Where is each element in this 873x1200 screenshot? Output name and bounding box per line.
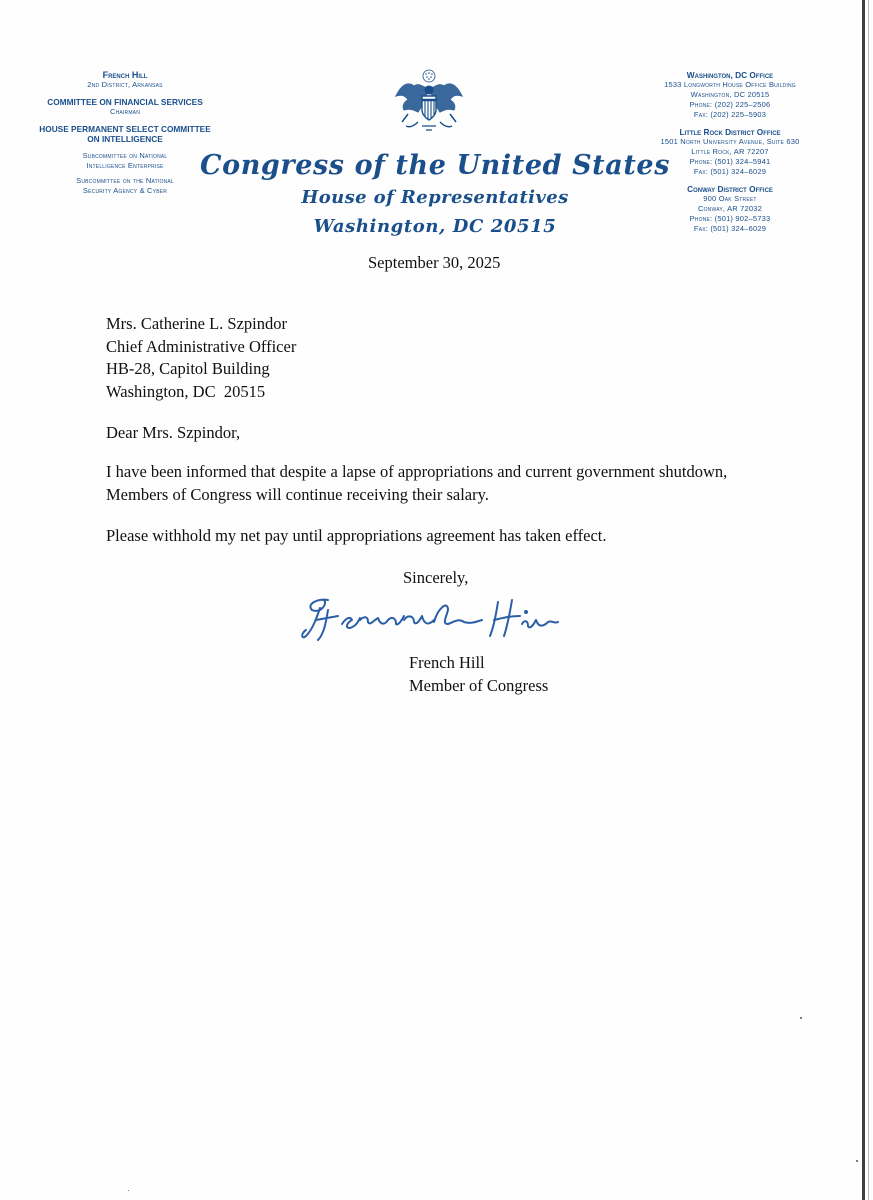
subcommittee1-line2: Intelligence Enterprise bbox=[86, 161, 164, 170]
signature-block bbox=[409, 651, 548, 697]
lr-office-line1: 1501 North University Avenue, Suite 630 bbox=[660, 137, 800, 146]
dc-office-phone: Phone: (202) 225–2506 bbox=[689, 100, 771, 109]
committee-role: Chairman bbox=[109, 107, 141, 116]
signer-name: French Hill bbox=[409, 653, 485, 672]
member-district: 2nd District, Arkansas bbox=[87, 80, 163, 89]
office-info-block bbox=[625, 70, 835, 234]
lr-office-fax: Fax: (501) 324–6029 bbox=[693, 167, 767, 176]
scan-edge-shadow bbox=[862, 0, 865, 1200]
dc-office-fax: Fax: (202) 225–5903 bbox=[693, 110, 767, 119]
closing: Sincerely, bbox=[403, 568, 469, 587]
cw-office-line2: Conway, AR 72032 bbox=[697, 204, 763, 213]
letterhead-congress-title: Congress of the United States bbox=[200, 150, 670, 181]
paragraph-1-line2: Members of Congress will continue receiving their salary. bbox=[106, 485, 489, 504]
paragraph-1-line1: I have been informed that despite a lapse of appropriations and current government shutdown, bbox=[106, 462, 728, 481]
salutation: Dear Mrs. Szpindor, bbox=[106, 423, 241, 442]
recipient-address-line2: Washington, DC 20515 bbox=[106, 381, 266, 401]
dc-office-line1: 1533 Longworth House Office Building bbox=[664, 80, 796, 89]
paragraph-2: Please withhold my net pay until appropriations agreement has taken effect. bbox=[106, 526, 607, 545]
subcommittee2-line2: Security Agency & Cyber bbox=[82, 186, 168, 195]
subcommittee2-line1: Subcommittee on the National bbox=[76, 176, 174, 185]
dc-office-title: Washington, DC Office bbox=[686, 70, 774, 80]
committee-intelligence-line2: ON INTELLIGENCE bbox=[87, 134, 163, 144]
eagle-seal-icon bbox=[392, 66, 466, 140]
committee-intelligence-line1: HOUSE PERMANENT SELECT COMMITTEE bbox=[39, 124, 211, 134]
letter-date: September 30, 2025 bbox=[368, 253, 501, 272]
paragraph-1 bbox=[106, 460, 826, 506]
scan-edge-line bbox=[868, 0, 869, 1200]
signer-title: Member of Congress bbox=[409, 676, 549, 695]
member-name: French Hill bbox=[102, 70, 148, 80]
lr-office-phone: Phone: (501) 324–5941 bbox=[689, 157, 771, 166]
letterhead-house-title: House of Representatives bbox=[301, 187, 569, 208]
scan-speck bbox=[856, 1160, 858, 1162]
recipient-title: Chief Administrative Officer bbox=[106, 336, 297, 356]
committee-financial-services: COMMITTEE ON FINANCIAL SERVICES bbox=[47, 97, 203, 107]
recipient-name: Mrs. Catherine L. Szpindor bbox=[106, 314, 288, 333]
scan-speck bbox=[128, 1190, 129, 1191]
cw-office-phone: Phone: (501) 902–5733 bbox=[689, 214, 771, 223]
cw-office-fax: Fax: (501) 324–6029 bbox=[693, 224, 767, 233]
letterhead-washington-title: Washington, DC 20515 bbox=[313, 216, 557, 237]
scan-speck bbox=[800, 1017, 802, 1019]
dc-office-line2: Washington, DC 20515 bbox=[690, 90, 770, 99]
cw-office-title: Conway District Office bbox=[687, 184, 773, 194]
lr-office-line2: Little Rock, AR 72207 bbox=[691, 147, 769, 156]
recipient-address-line1: HB-28, Capitol Building bbox=[106, 359, 270, 378]
subcommittee1-line1: Subcommittee on National bbox=[82, 151, 168, 160]
recipient-address bbox=[106, 313, 296, 403]
handwritten-signature bbox=[298, 590, 578, 652]
lr-office-title: Little Rock District Office bbox=[679, 127, 781, 137]
cw-office-line1: 900 Oak Street bbox=[703, 194, 757, 203]
